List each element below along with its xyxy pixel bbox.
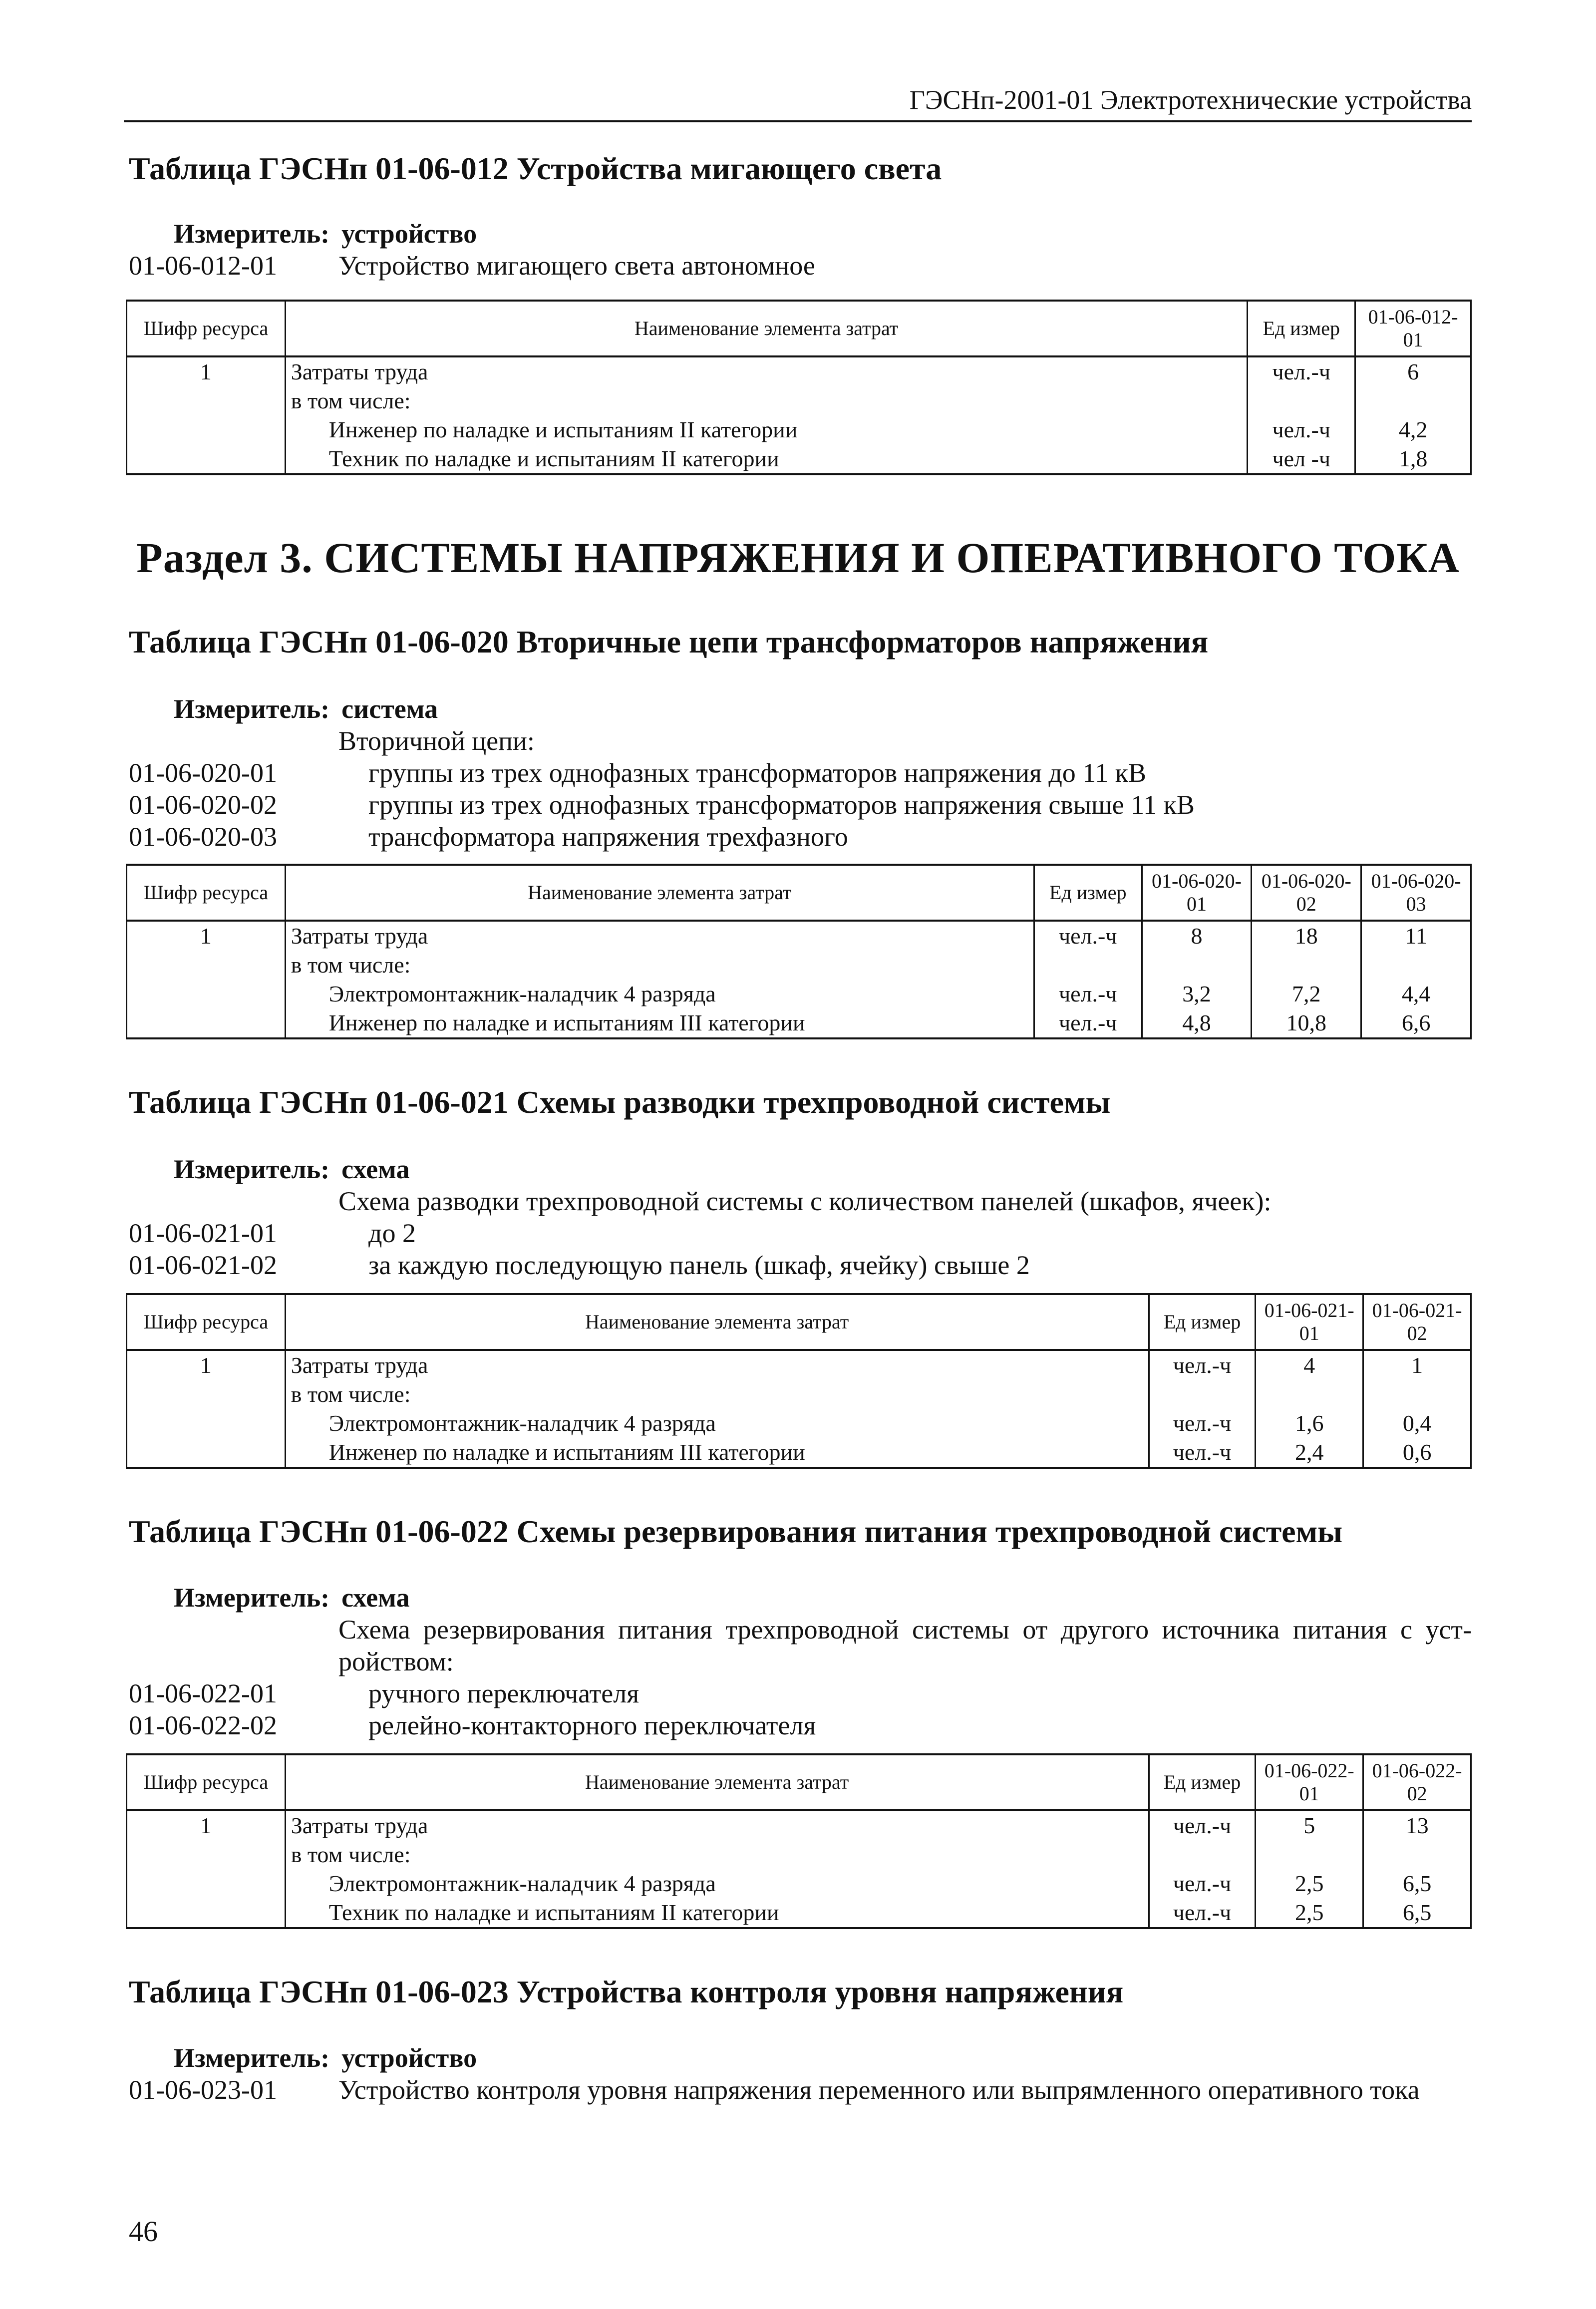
col-code: 01-06-020-03: [1361, 865, 1471, 921]
col-code: 01-06-012-01: [1355, 301, 1471, 356]
col-code: 01-06-020-01: [1142, 865, 1252, 921]
table-row: [127, 444, 1471, 474]
meter-value: схема: [341, 1583, 410, 1613]
meter-value: система: [341, 694, 438, 724]
table-022-title: Таблица ГЭСНп 01-06-022 Схемы резервирования питания трехпроводной системы: [129, 1514, 1343, 1549]
cell-name: Электромонтажник-наладчик 4 разряда: [285, 980, 1034, 1008]
norm-text: трансформатора напряжения трехфазного: [368, 822, 848, 852]
meter-line: [129, 1582, 1472, 1614]
table-row: [127, 1409, 1471, 1438]
cell-unit: чел.-ч: [1034, 921, 1142, 951]
cell-value: [1142, 951, 1252, 980]
table-012-description: [129, 218, 1472, 282]
norm-code: 01-06-022-01: [129, 1678, 277, 1708]
cell-unit: [1149, 1380, 1256, 1409]
cell-name: Инженер по наладке и испытаниям III категории: [285, 1008, 1034, 1038]
cell-name: Затраты труда: [285, 356, 1248, 386]
cell-value: [1363, 1380, 1471, 1409]
col-code: 01-06-022-01: [1256, 1754, 1363, 1810]
meter-label: Измеритель:: [174, 694, 330, 724]
cell-value: 7,2: [1252, 980, 1361, 1008]
table-023-title: Таблица ГЭСНп 01-06-023 Устройства контроля уровня напряжения: [129, 1974, 1124, 2009]
norm-text: за каждую последующую панель (шкаф, ячейку) свыше 2: [368, 1250, 1030, 1280]
cell-resource: [127, 386, 286, 415]
norm-item: [129, 1677, 1472, 1709]
cell-resource: [127, 415, 286, 444]
table-022-description: [129, 1582, 1472, 1741]
table-row: [127, 356, 1471, 386]
cell-value: 2,5: [1256, 1898, 1363, 1928]
cell-unit: чел.-ч: [1149, 1409, 1256, 1438]
norm-text: Устройство контроля уровня напряжения переменного или выпрямленного оперативного тока: [338, 2075, 1420, 2105]
cell-resource: 1: [127, 1350, 286, 1380]
cell-value: 0,6: [1363, 1438, 1471, 1468]
norm-code: 01-06-020-03: [129, 822, 277, 852]
col-unit: Ед измер: [1034, 865, 1142, 921]
cell-name: Электромонтажник-наладчик 4 разряда: [285, 1869, 1149, 1898]
col-name: Наименование элемента затрат: [285, 1294, 1149, 1350]
cell-name: Техник по наладке и испытаниям II категории: [285, 1898, 1149, 1928]
meter-label: Измеритель:: [174, 1154, 330, 1184]
norm-intro: Схема разводки трехпроводной системы с количеством панелей (шкафов, ячеек):: [338, 1186, 1272, 1216]
cell-name: Затраты труда: [285, 1810, 1149, 1840]
running-header: ГЭСНп-2001-01 Электротехнические устройства: [124, 84, 1472, 122]
cell-value: 4,8: [1142, 1008, 1252, 1038]
table-row: [127, 1810, 1471, 1840]
cell-resource: [127, 1869, 286, 1898]
cell-unit: [1248, 386, 1355, 415]
table-header-row: [127, 865, 1471, 921]
norm-item: [129, 1249, 1472, 1281]
table-021-description: [129, 1153, 1472, 1281]
cell-name: в том числе:: [285, 1840, 1149, 1869]
norm-item: [129, 2074, 1472, 2106]
cell-value: [1256, 1840, 1363, 1869]
norm-code: 01-06-023-01: [129, 2075, 277, 2105]
norm-intro: Вторичной цепи:: [338, 726, 535, 756]
cell-unit: чел.-ч: [1149, 1438, 1256, 1468]
cell-unit: чел.-ч: [1149, 1898, 1256, 1928]
col-code: 01-06-022-02: [1363, 1754, 1471, 1810]
table-022: [126, 1753, 1472, 1929]
meter-line: [129, 218, 1472, 250]
norm-text: Устройство мигающего света автономное: [338, 251, 815, 281]
cell-resource: [127, 1438, 286, 1468]
cell-name: Техник по наладке и испытаниям II категории: [285, 444, 1248, 474]
cell-name: Электромонтажник-наладчик 4 разряда: [285, 1409, 1149, 1438]
meter-label: Измеритель:: [174, 2043, 330, 2073]
table-row: [127, 921, 1471, 951]
cell-unit: чел.-ч: [1149, 1350, 1256, 1380]
meter-value: схема: [341, 1154, 410, 1184]
cell-unit: [1149, 1840, 1256, 1869]
norm-text: группы из трех однофазных трансформаторов напряжения до 11 кВ: [368, 758, 1147, 788]
section-heading: Раздел 3. СИСТЕМЫ НАПРЯЖЕНИЯ И ОПЕРАТИВНОГО ТОКА: [136, 534, 1460, 582]
table-row: [127, 415, 1471, 444]
cell-value: [1361, 951, 1471, 980]
cell-value: 11: [1361, 921, 1471, 951]
meter-line: [129, 2042, 1472, 2074]
col-code: 01-06-020-02: [1252, 865, 1361, 921]
cell-resource: [127, 1008, 286, 1038]
cell-resource: [127, 1898, 286, 1928]
cell-resource: [127, 980, 286, 1008]
table-row: [127, 980, 1471, 1008]
norm-item: [129, 1217, 1472, 1249]
norm-intro: Схема резервирования питания трехпроводной системы от другого источника питания с уст-: [338, 1615, 1472, 1645]
table-row: [127, 1008, 1471, 1038]
cell-value: 13: [1363, 1810, 1471, 1840]
cell-value: 1,8: [1355, 444, 1471, 474]
table-row: [127, 386, 1471, 415]
cell-value: 1,6: [1256, 1409, 1363, 1438]
col-unit: Ед измер: [1149, 1294, 1256, 1350]
cell-value: 1: [1363, 1350, 1471, 1380]
col-name: Наименование элемента затрат: [285, 301, 1248, 356]
norm-code: 01-06-022-02: [129, 1710, 277, 1740]
cell-value: 2,4: [1256, 1438, 1363, 1468]
norm-item: [129, 821, 1472, 853]
cell-value: [1256, 1380, 1363, 1409]
norm-item: [129, 789, 1472, 821]
cell-unit: [1034, 951, 1142, 980]
col-resource: Шифр ресурса: [127, 1754, 286, 1810]
cell-unit: чел.-ч: [1034, 980, 1142, 1008]
table-012-title: Таблица ГЭСНп 01-06-012 Устройства мигающего света: [129, 151, 942, 186]
norm-code: 01-06-021-02: [129, 1250, 277, 1280]
norm-item: [129, 757, 1472, 789]
cell-value: 0,4: [1363, 1409, 1471, 1438]
col-code: 01-06-021-02: [1363, 1294, 1471, 1350]
cell-unit: чел.-ч: [1248, 356, 1355, 386]
norm-code: 01-06-020-02: [129, 790, 277, 820]
norm-code: 01-06-021-01: [129, 1218, 277, 1248]
meter-value: устройство: [341, 2043, 477, 2073]
cell-name: Затраты труда: [285, 1350, 1149, 1380]
meter-value: устройство: [341, 219, 477, 249]
cell-value: 5: [1256, 1810, 1363, 1840]
norm-text: ручного переключателя: [368, 1678, 639, 1708]
cell-name: Инженер по наладке и испытаниям III категории: [285, 1438, 1149, 1468]
cell-value: 6: [1355, 356, 1471, 386]
table-012: [126, 300, 1472, 475]
meter-line: [129, 1153, 1472, 1185]
cell-name: в том числе:: [285, 386, 1248, 415]
cell-value: [1355, 386, 1471, 415]
cell-value: 6,6: [1361, 1008, 1471, 1038]
table-row: [127, 1869, 1471, 1898]
cell-unit: чел.-ч: [1149, 1810, 1256, 1840]
cell-resource: 1: [127, 1810, 286, 1840]
table-023-description: [129, 2042, 1472, 2106]
cell-value: 8: [1142, 921, 1252, 951]
cell-name: Инженер по наладке и испытаниям II категории: [285, 415, 1248, 444]
col-resource: Шифр ресурса: [127, 1294, 286, 1350]
cell-unit: чел -ч: [1248, 444, 1355, 474]
cell-value: [1363, 1840, 1471, 1869]
cell-value: 4,2: [1355, 415, 1471, 444]
cell-value: 18: [1252, 921, 1361, 951]
cell-value: [1252, 951, 1361, 980]
meter-label: Измеритель:: [174, 219, 330, 249]
cell-name: в том числе:: [285, 951, 1034, 980]
col-unit: Ед измер: [1248, 301, 1355, 356]
cell-value: 3,2: [1142, 980, 1252, 1008]
cell-value: 6,5: [1363, 1898, 1471, 1928]
table-020: [126, 864, 1472, 1039]
table-row: [127, 1898, 1471, 1928]
table-row: [127, 1350, 1471, 1380]
cell-unit: чел.-ч: [1149, 1869, 1256, 1898]
cell-unit: чел.-ч: [1034, 1008, 1142, 1038]
col-name: Наименование элемента затрат: [285, 865, 1034, 921]
cell-resource: [127, 1840, 286, 1869]
norm-item: [129, 1709, 1472, 1741]
col-unit: Ед измер: [1149, 1754, 1256, 1810]
page-number: 46: [129, 2215, 158, 2248]
table-row: [127, 951, 1471, 980]
norm-intro-continued: ройством:: [338, 1647, 454, 1676]
cell-name: в том числе:: [285, 1380, 1149, 1409]
table-020-title: Таблица ГЭСНп 01-06-020 Вторичные цепи трансформаторов напряжения: [129, 624, 1209, 660]
norm-code: 01-06-012-01: [129, 251, 277, 281]
meter-line: [129, 693, 1472, 725]
cell-name: Затраты труда: [285, 921, 1034, 951]
table-row: [127, 1840, 1471, 1869]
norm-code: 01-06-020-01: [129, 758, 277, 788]
meter-label: Измеритель:: [174, 1583, 330, 1613]
table-021-title: Таблица ГЭСНп 01-06-021 Схемы разводки трехпроводной системы: [129, 1084, 1111, 1120]
col-code: 01-06-021-01: [1256, 1294, 1363, 1350]
table-021: [126, 1293, 1472, 1469]
col-name: Наименование элемента затрат: [285, 1754, 1149, 1810]
cell-resource: [127, 444, 286, 474]
cell-value: 4,4: [1361, 980, 1471, 1008]
table-row: [127, 1380, 1471, 1409]
table-header-row: [127, 1294, 1471, 1350]
cell-resource: [127, 1409, 286, 1438]
cell-value: 6,5: [1363, 1869, 1471, 1898]
table-row: [127, 1438, 1471, 1468]
cell-resource: 1: [127, 356, 286, 386]
norm-text: релейно-контакторного переключателя: [368, 1710, 816, 1740]
cell-resource: [127, 1380, 286, 1409]
cell-value: 10,8: [1252, 1008, 1361, 1038]
table-header-row: [127, 301, 1471, 356]
cell-resource: [127, 951, 286, 980]
table-020-description: [129, 693, 1472, 853]
table-header-row: [127, 1754, 1471, 1810]
cell-resource: 1: [127, 921, 286, 951]
cell-value: 4: [1256, 1350, 1363, 1380]
norm-text: группы из трех однофазных трансформаторов напряжения свыше 11 кВ: [368, 790, 1195, 820]
col-resource: Шифр ресурса: [127, 301, 286, 356]
cell-value: 2,5: [1256, 1869, 1363, 1898]
norm-item: [129, 250, 1472, 282]
col-resource: Шифр ресурса: [127, 865, 286, 921]
cell-unit: чел.-ч: [1248, 415, 1355, 444]
norm-text: до 2: [368, 1218, 416, 1248]
